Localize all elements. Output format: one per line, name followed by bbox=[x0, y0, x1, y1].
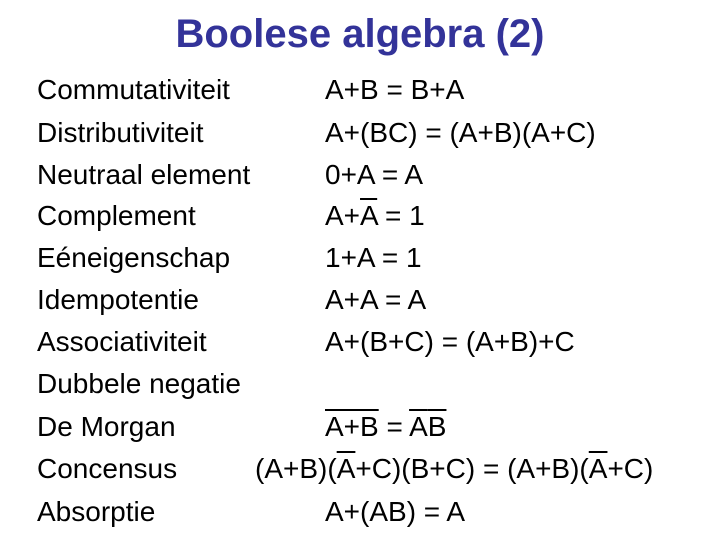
law-name: Distributiviteit bbox=[37, 117, 204, 148]
law-name: Complement bbox=[37, 200, 196, 231]
negated-term: $\overline{B}$ bbox=[427, 411, 447, 442]
law-formula: 1+A = 1 bbox=[325, 242, 422, 273]
negated-term: A+B bbox=[325, 411, 379, 442]
law-formula: A+B = B+A bbox=[325, 74, 465, 105]
law-row-identity bbox=[0, 240, 720, 276]
law-formula: A+(B+C) = (A+B)+C bbox=[325, 326, 575, 357]
law-formula: A+(BC) = (A+B)(A+C) bbox=[325, 117, 596, 148]
law-name: Eéneigenschap bbox=[37, 242, 231, 273]
negated-term: $\overline{A}$ bbox=[336, 453, 356, 484]
law-row-double-negation bbox=[0, 366, 720, 402]
law-formula: 0+A = A bbox=[325, 159, 424, 190]
law-name: Concensus bbox=[37, 453, 178, 484]
law-formula: A+(AB) = A bbox=[325, 496, 466, 527]
law-row-associativity bbox=[0, 324, 720, 360]
law-name: Idempotentie bbox=[37, 284, 199, 315]
law-name: Absorptie bbox=[37, 496, 156, 527]
law-formula: $A+B = \overline{A}\overline{B}$ bbox=[325, 411, 447, 442]
negated-term: $\overline{A}$ bbox=[588, 453, 608, 484]
law-name: Dubbele negatie bbox=[37, 368, 241, 399]
law-name: Associativiteit bbox=[37, 326, 207, 357]
law-row-de-morgan bbox=[0, 409, 720, 445]
law-row-idempotence bbox=[0, 282, 720, 318]
law-name: Neutraal element bbox=[37, 159, 251, 190]
law-row-absorption bbox=[0, 494, 720, 530]
law-row-consensus bbox=[0, 451, 720, 487]
law-name: Commutativiteit bbox=[37, 74, 230, 105]
law-row-complement bbox=[0, 198, 720, 234]
law-row-distributivity bbox=[0, 115, 720, 151]
law-formula: A+A = A bbox=[325, 284, 427, 315]
law-name: De Morgan bbox=[37, 411, 176, 442]
law-row-commutativity bbox=[0, 72, 720, 108]
slide-title: Boolese algebra (2) bbox=[175, 12, 545, 56]
law-formula: $A+\overline{A} = 1$ bbox=[325, 200, 425, 231]
law-formula: $(A+B)(\overline{A}+C)(B+C) = (A+B)(\overline{A}+C)$ bbox=[255, 453, 654, 484]
negated-term: $\overline{A}$ bbox=[360, 200, 378, 231]
law-row-neutral-element bbox=[0, 157, 720, 193]
negated-term: $\overline{A}$ bbox=[409, 411, 428, 442]
